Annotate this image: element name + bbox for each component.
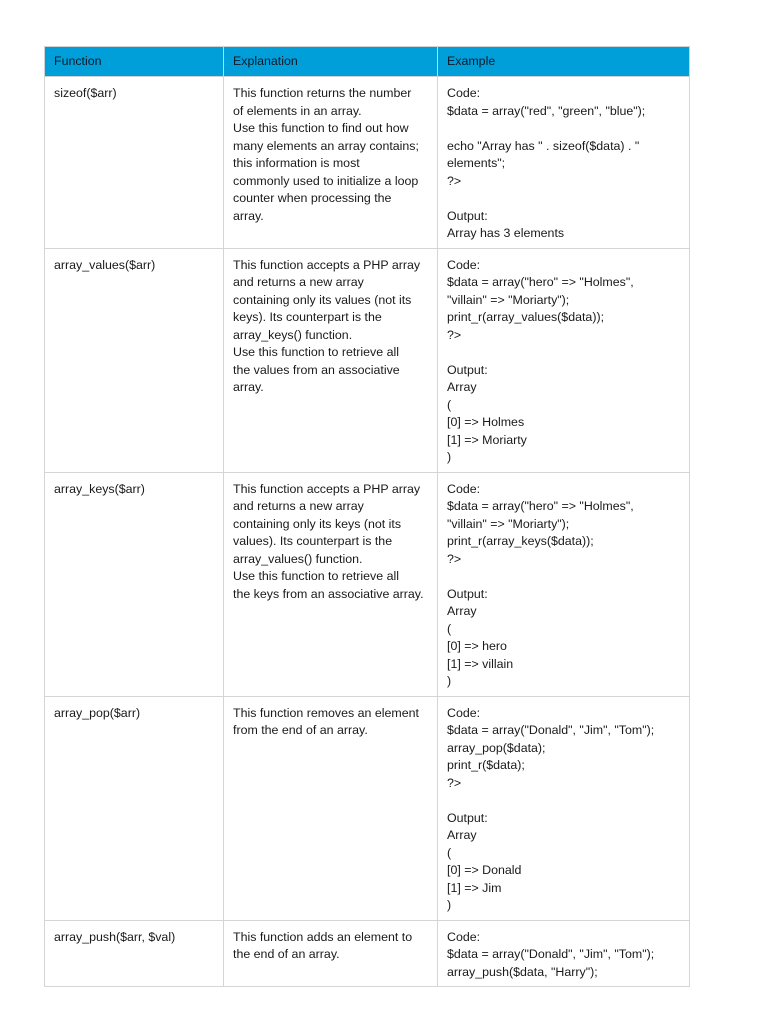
function-cell: array_values($arr)	[45, 248, 224, 472]
function-cell: sizeof($arr)	[45, 77, 224, 249]
table-row	[45, 920, 690, 987]
header-explanation: Explanation	[224, 47, 438, 77]
example-cell: Code: $data = array("Donald", "Jim", "Tom"); array_pop($data); print_r($data); ?> Output: Array ( [0] => Donald [1] => Jim )	[438, 696, 690, 920]
example-cell: Code: $data = array("Donald", "Jim", "Tom"); array_push($data, "Harry");	[438, 920, 690, 987]
explanation-cell: This function returns the number of elements in an array. Use this function to find out how many elements an array contains; this information is most commonly used to initialize a loop counter when processing the array.	[224, 77, 438, 249]
function-cell: array_keys($arr)	[45, 472, 224, 696]
header-function: Function	[45, 47, 224, 77]
example-cell: Code: $data = array("hero" => "Holmes", "villain" => "Moriarty"); print_r(array_values($data)); ?> Output: Array ( [0] => Holmes [1] => Moriarty )	[438, 248, 690, 472]
table-row	[45, 248, 690, 472]
table-row	[45, 472, 690, 696]
table-header-row	[45, 47, 690, 77]
table-row	[45, 696, 690, 920]
header-example: Example	[438, 47, 690, 77]
explanation-cell: This function removes an element from the end of an array.	[224, 696, 438, 920]
example-cell: Code: $data = array("red", "green", "blue"); echo "Array has " . sizeof($data) . " elements"; ?> Output: Array has 3 elements	[438, 77, 690, 249]
explanation-cell: This function adds an element to the end of an array.	[224, 920, 438, 987]
function-cell: array_push($arr, $val)	[45, 920, 224, 987]
explanation-cell: This function accepts a PHP array and returns a new array containing only its keys (not its values). Its counterpart is the array_values() function. Use this function to retrieve all the keys from an associative array.	[224, 472, 438, 696]
explanation-cell: This function accepts a PHP array and returns a new array containing only its values (not its keys). Its counterpart is the array_keys() function. Use this function to retrieve all the values from an associative array.	[224, 248, 438, 472]
function-cell: array_pop($arr)	[45, 696, 224, 920]
example-cell: Code: $data = array("hero" => "Holmes", "villain" => "Moriarty"); print_r(array_keys($data)); ?> Output: Array ( [0] => hero [1] => villain )	[438, 472, 690, 696]
table-row	[45, 77, 690, 249]
php-array-functions-table	[44, 46, 690, 987]
